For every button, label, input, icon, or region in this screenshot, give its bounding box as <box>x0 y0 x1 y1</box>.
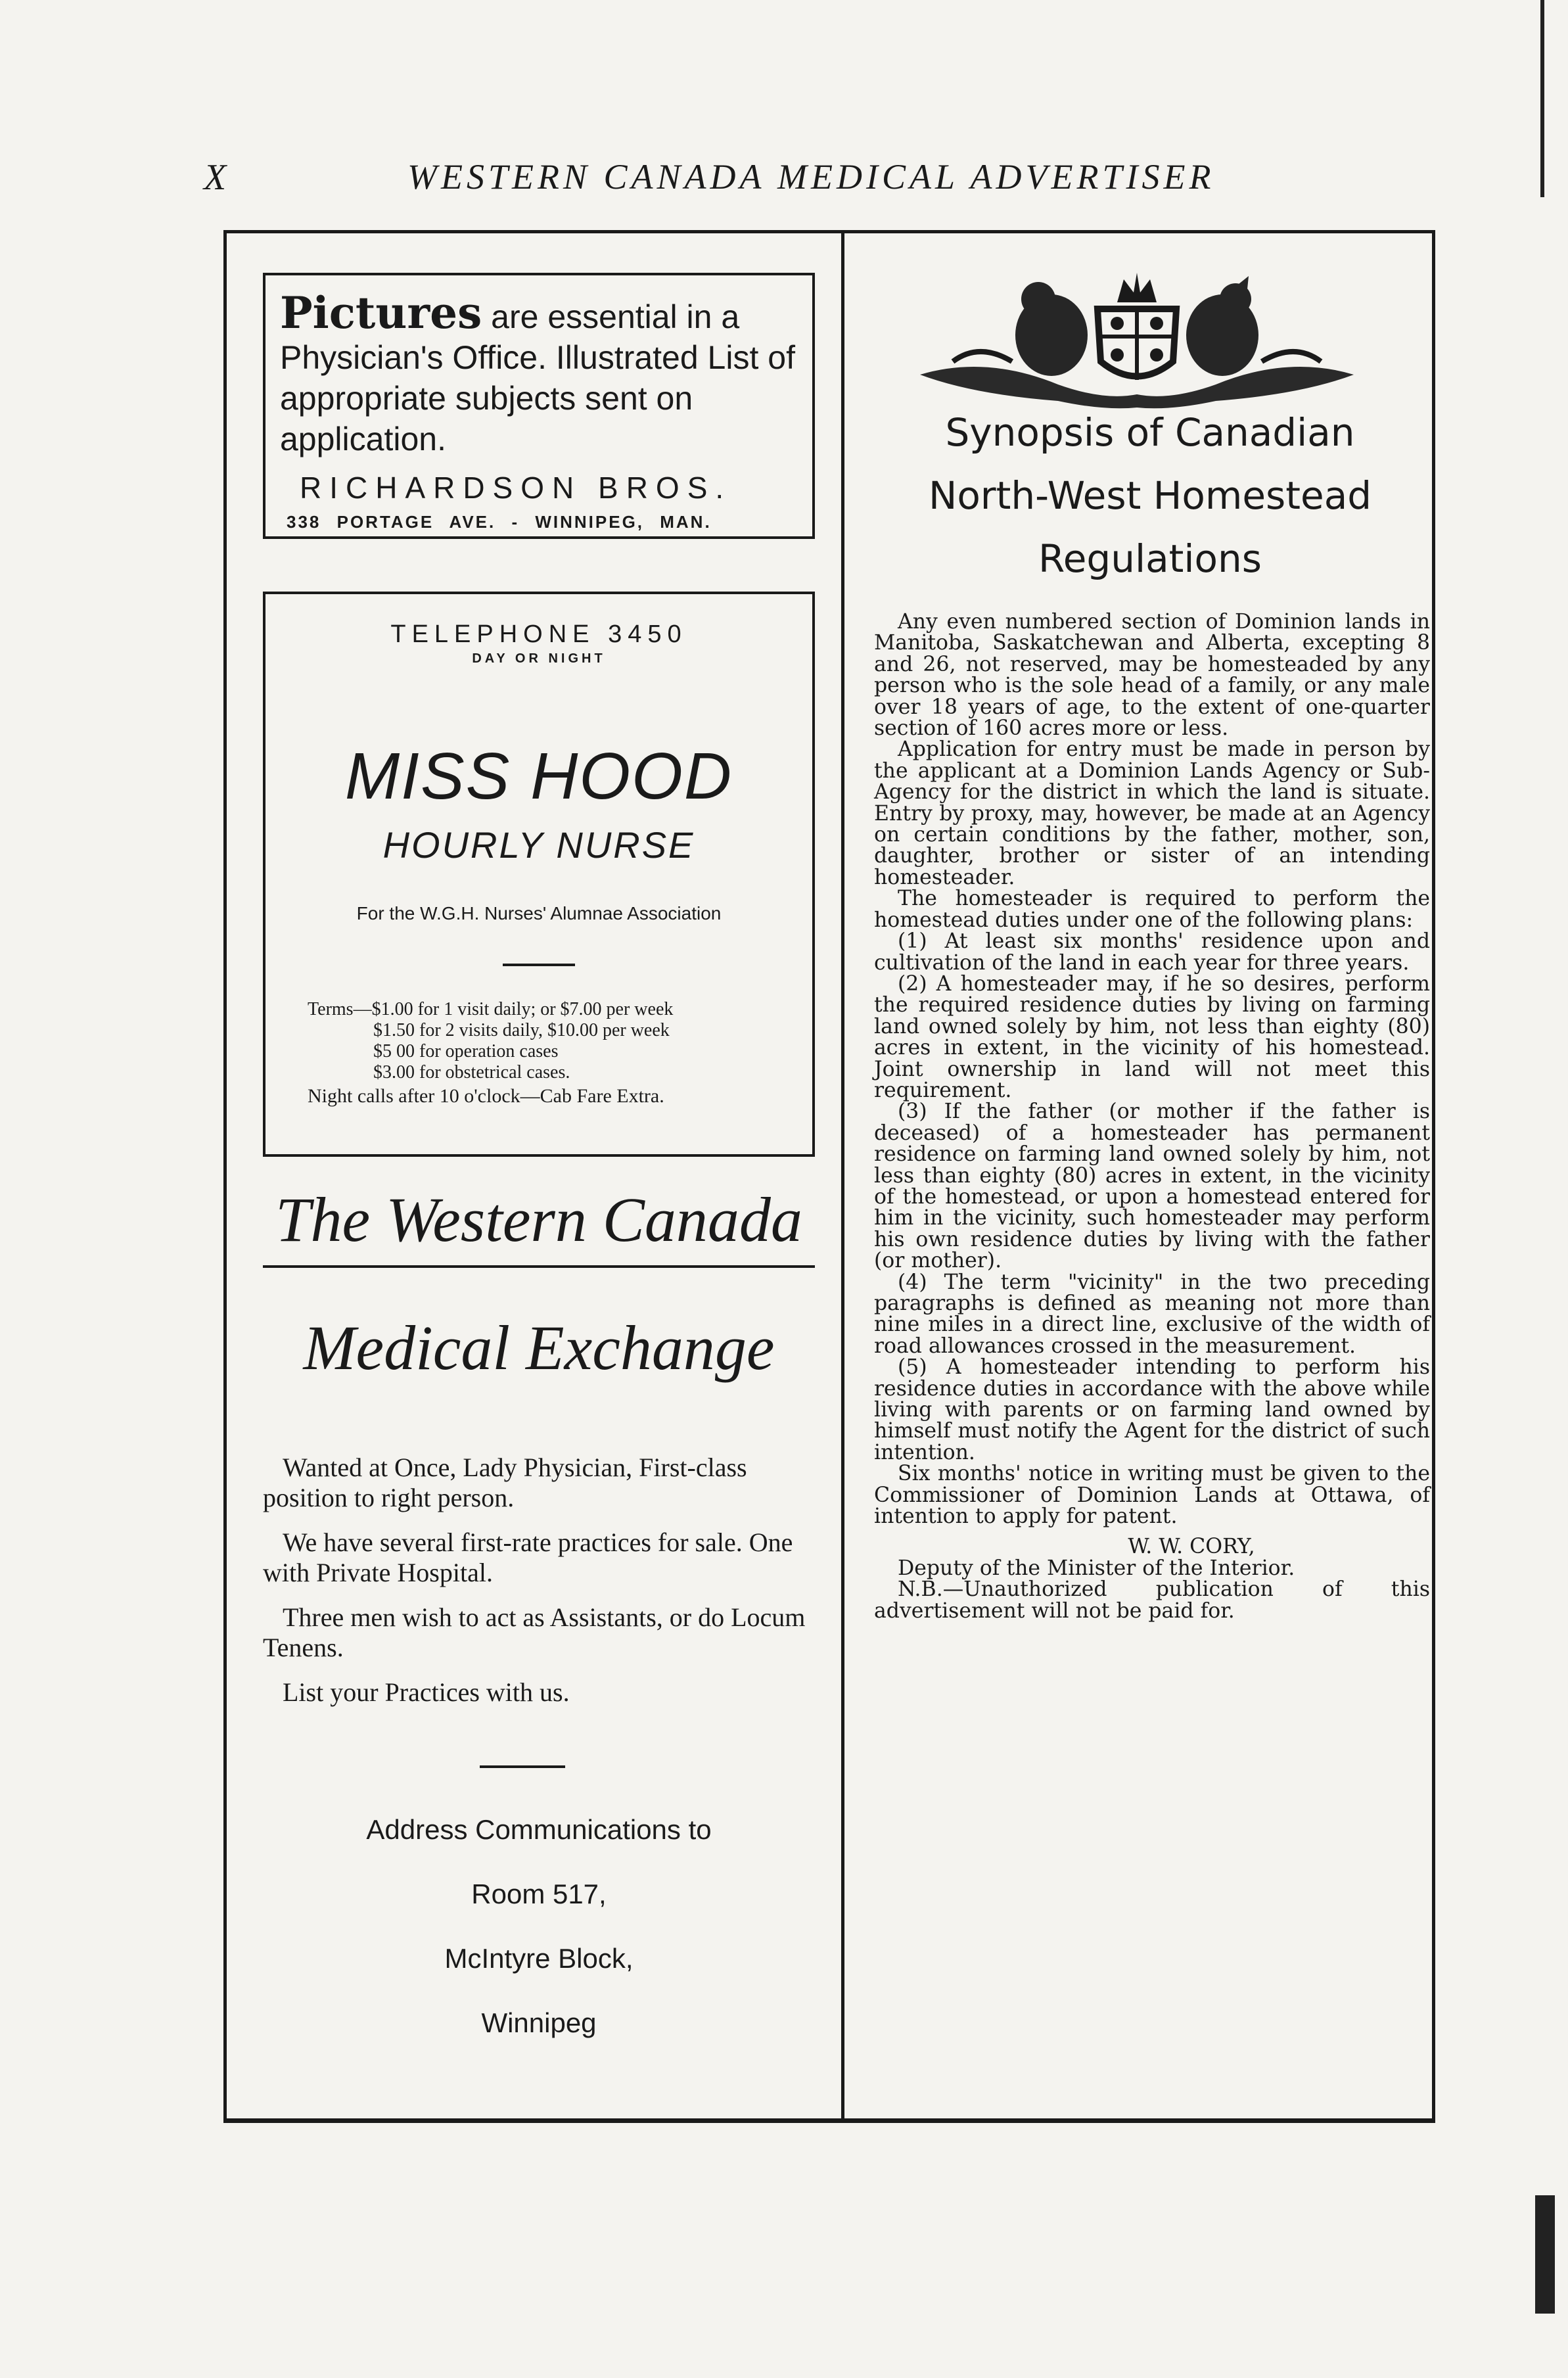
nurse-role: HOURLY NURSE <box>382 824 695 866</box>
pictures-advertisement <box>263 273 815 539</box>
regulation-paragraph: Six months' notice in writing must be given to the Commissioner of Dominion Lands at Ottawa, of intention to apply for patent. <box>874 1462 1430 1529</box>
pictures-firm-name: RICHARDSON BROS. <box>300 471 732 505</box>
exchange-address <box>263 1814 815 2072</box>
regulation-paragraph: (3) If the father (or mother if the father is deceased) of a homesteader has permanent residence on farming land owned solely by him, not less than eighty (80) acres in extent, in the vicinity of the homestead, or upon a homestead entered for him in the vicinity, such homesteader may perform his own residence duties by living with the father (or mother). <box>874 1100 1430 1273</box>
homestead-title-line: North-West Homestead <box>928 473 1372 518</box>
signature-title: Deputy of the Minister of the Interior. <box>898 1556 1295 1580</box>
publication-note: N.B.—Unauthorized publication of this advertisement will not be paid for. <box>874 1577 1430 1623</box>
nurse-terms <box>308 999 812 1107</box>
margin-scan-mark <box>1540 0 1544 197</box>
exchange-paragraph: Three men wish to act as Assistants, or do Locum Tenens. <box>263 1602 806 1662</box>
nurse-night-calls: Night calls after 10 o'clock—Cab Fare Extra. <box>308 1085 664 1107</box>
nurse-term-line: $5 00 for operation cases <box>373 1041 559 1061</box>
exchange-address-line: McIntyre Block, <box>444 1943 634 1974</box>
homestead-regulations <box>874 611 1430 1621</box>
regulation-paragraph: (2) A homesteader may, if he so desires, perform the required residence duties by living on farming land owned solely by him, not less than eighty (80) acres in extent, in the vicinity of his homestead. Joint ownership in land will not meet this requirement. <box>874 971 1430 1102</box>
royal-coat-of-arms-icon <box>907 263 1367 414</box>
exchange-address-line: Room 517, <box>471 1878 607 1909</box>
exchange-paragraph: We have several first-rate practices for sale. One with Private Hospital. <box>263 1527 793 1587</box>
exchange-divider-rule <box>480 1765 565 1768</box>
exchange-address-line: Winnipeg <box>481 2007 597 2038</box>
regulation-paragraph: Application for entry must be made in person by the applicant at a Dominion Lands Agency or Sub-Agency for the district in which the land is situate. Entry by proxy, may, however, be made at an Agency on certain conditions by the father, mother, son, daughter, brother or sister of an intending homesteader. <box>874 737 1430 889</box>
nurse-term-line: $3.00 for obstetrical cases. <box>373 1062 570 1083</box>
nurse-day-night: DAY OR NIGHT <box>472 651 606 666</box>
regulation-paragraph: The homesteader is required to perform the homestead duties under one of the following plans: <box>874 887 1430 932</box>
pictures-ad-body: are essential in a Physician's Office. Illustrated List of appropriate subjects sent on application. <box>280 298 795 457</box>
homestead-title-line: Synopsis of Canadian <box>945 410 1355 455</box>
nurse-term-line: $1.50 for 2 visits daily, $10.00 per week <box>373 1020 670 1040</box>
exchange-title-rule <box>263 1265 815 1268</box>
exchange-paragraph: List your Practices with us. <box>283 1677 570 1707</box>
pictures-lead-word: Pictures <box>280 287 482 338</box>
exchange-paragraph: Wanted at Once, Lady Physician, First-class position to right person. <box>263 1453 747 1512</box>
exchange-title: The Western Canada <box>275 1184 802 1255</box>
pictures-firm-address: 338 PORTAGE AVE. - WINNIPEG, MAN. <box>287 512 712 532</box>
page-header <box>197 156 1341 202</box>
page-number: X <box>204 157 227 198</box>
exchange-body <box>263 1453 821 1722</box>
nurse-telephone: TELEPHONE 3450 <box>390 620 687 648</box>
signature: W. W. CORY, <box>1128 1535 1255 1559</box>
pictures-ad-text <box>280 287 798 459</box>
homestead-title <box>867 401 1433 590</box>
margin-scan-mark <box>1535 2195 1555 2314</box>
regulation-paragraph: (5) A homesteader intending to perform his residence duties in accordance with the above while living with parents or on farming land owned by himself must notify the Agent for the district of such intention. <box>874 1355 1430 1464</box>
regulation-paragraph: Any even numbered section of Dominion lands in Manitoba, Saskatchewan and Alberta, excepting 8 and 26, not reserved, may be homesteaded by any person who is the sole head of a family, or any male over 18 years of age, to the extent of one-quarter section of 160 acres more or less. <box>874 610 1430 741</box>
exchange-address-line: Address Communications to <box>366 1814 712 1845</box>
nurse-divider-rule <box>503 964 575 966</box>
regulation-paragraph: (1) At least six months' residence upon and cultivation of the land in each year for three years. <box>874 929 1430 975</box>
homestead-title-line: Regulations <box>1038 536 1262 581</box>
nurse-advertisement <box>263 592 815 1157</box>
running-title: WESTERN CANADA MEDICAL ADVERTISER <box>407 157 1215 197</box>
nurse-name: MISS HOOD <box>344 739 733 813</box>
regulation-paragraph: (4) The term "vicinity" in the two preceding paragraphs is defined as meaning not more than nine miles in a direct line, exclusive of the width of road allowances crossed in the measurement. <box>874 1270 1430 1358</box>
nurse-term-line: Terms—$1.00 for 1 visit daily; or $7.00 per week <box>308 999 674 1019</box>
column-divider <box>841 230 844 2123</box>
nurse-association: For the W.G.H. Nurses' Alumnae Association <box>356 903 722 923</box>
exchange-subtitle: Medical Exchange <box>303 1313 775 1383</box>
